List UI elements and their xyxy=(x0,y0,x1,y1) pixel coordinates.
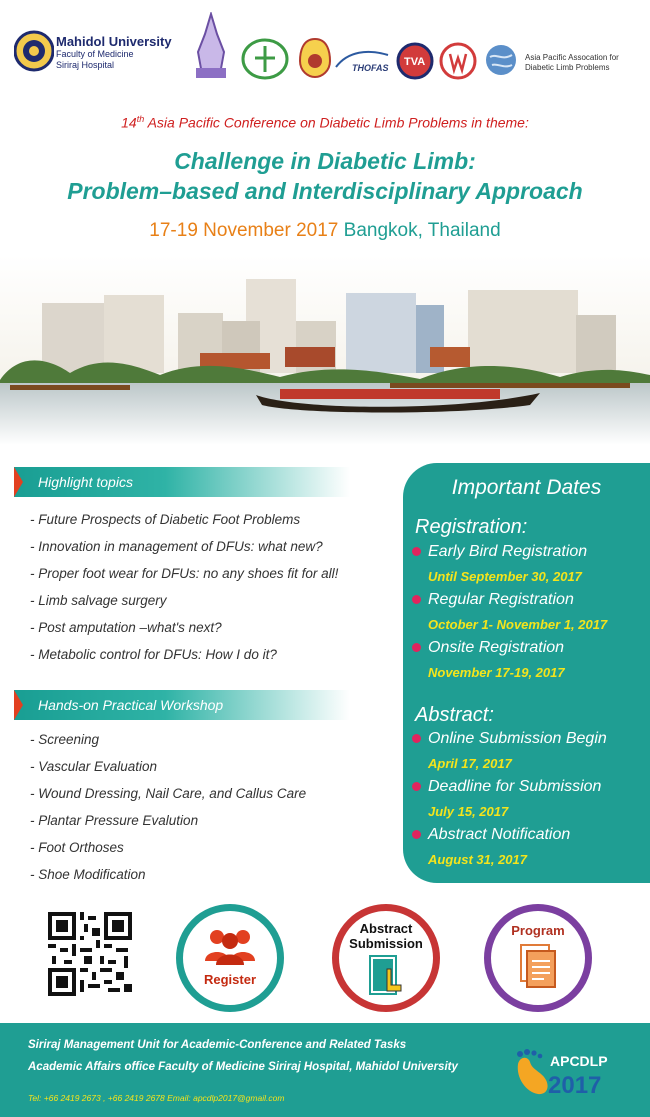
list-item: - Plantar Pressure Evalution xyxy=(30,813,199,828)
document-upload-icon xyxy=(369,955,405,997)
list-item: - Metabolic control for DFUs: How I do it? xyxy=(30,647,277,662)
footer-office: Academic Affairs office Faculty of Medicine Siriraj Hospital, Mahidol University xyxy=(28,1061,458,1073)
register-label: Register xyxy=(203,972,257,987)
thofas-logo-icon xyxy=(334,45,390,75)
yellow-seal-icon xyxy=(298,37,332,79)
abstract-label: Abstract xyxy=(359,921,413,936)
footer-contact: Tel: +66 2419 2673 , +66 2419 2678 Email: apcdlp2017@gmail.com xyxy=(28,1093,285,1103)
globe-logo-icon xyxy=(482,43,520,77)
abstract-heading: Abstract: xyxy=(415,704,494,726)
mahidol-text xyxy=(56,34,176,71)
highlight-topics-heading: Highlight topics xyxy=(14,467,350,497)
highlight-topics-list xyxy=(30,506,338,668)
date-item: Deadline for Submission xyxy=(412,778,601,796)
royal-emblem-icon xyxy=(190,12,232,82)
arrow-marker-icon xyxy=(14,467,23,497)
mahidol-seal-icon xyxy=(14,30,54,72)
program-label: Program xyxy=(511,923,565,938)
list-item: - Limb salvage surgery xyxy=(30,593,167,608)
list-item: - Screening xyxy=(30,732,100,747)
people-icon xyxy=(203,925,257,965)
bangkok-riverside-photo xyxy=(0,255,650,445)
svg-text:APCDLP: APCDLP xyxy=(550,1053,608,1069)
list-item: - Vascular Evaluation xyxy=(30,759,158,774)
association-name: Asia Pacific Assocation for Diabetic Limb Problems xyxy=(525,53,619,72)
list-item: - Proper foot wear for DFUs: no any shoes fit for all! xyxy=(30,566,339,581)
faculty-name: Faculty of Medicine xyxy=(56,49,134,59)
green-seal-icon xyxy=(240,38,290,80)
list-item: - Wound Dressing, Nail Care, and Callus Care xyxy=(30,786,307,801)
register-button[interactable] xyxy=(176,904,284,1012)
list-item: - Post amputation –what's next? xyxy=(30,620,222,635)
tva-logo-icon xyxy=(396,42,434,80)
logo-bar xyxy=(0,0,650,100)
list-item: - Foot Orthoses xyxy=(30,840,124,855)
university-name: Mahidol University xyxy=(56,34,172,49)
list-item: - Innovation in management of DFUs: what new? xyxy=(30,539,323,554)
registration-heading: Registration: xyxy=(415,516,528,538)
program-button[interactable] xyxy=(484,904,592,1012)
conference-line: 14th Asia Pacific Conference on Diabetic Limb Problems in theme: xyxy=(121,114,529,131)
svg-text:THOFAS: THOFAS xyxy=(352,63,389,73)
hospital-name: Siriraj Hospital xyxy=(56,60,115,70)
bullet-dot-icon xyxy=(412,782,421,791)
submission-label: Submission xyxy=(349,936,423,951)
workshop-heading: Hands-on Practical Workshop xyxy=(14,690,350,720)
title-line-1: Challenge in Diabetic Limb: xyxy=(174,148,476,174)
date-value: November 17-19, 2017 xyxy=(428,665,565,680)
conference-place: Bangkok, Thailand xyxy=(343,220,501,241)
svg-text:2017: 2017 xyxy=(548,1072,602,1098)
date-item: Regular Registration xyxy=(412,591,574,609)
conference-dates: 17-19 November 2017 xyxy=(149,220,339,241)
date-item: Early Bird Registration xyxy=(412,543,587,561)
list-item: - Future Prospects of Diabetic Foot Problems xyxy=(30,512,301,527)
bullet-dot-icon xyxy=(412,595,421,604)
bullet-dot-icon xyxy=(412,734,421,743)
svg-text:TVA: TVA xyxy=(404,56,426,68)
date-value: July 15, 2017 xyxy=(428,804,509,819)
conference-date xyxy=(0,220,650,242)
date-item: Abstract Notification xyxy=(412,826,570,844)
title-line-2: Problem–based and Interdisciplinary Approach xyxy=(67,178,583,204)
document-pages-icon xyxy=(517,943,561,989)
footer-unit: Siriraj Management Unit for Academic-Conference and Related Tasks xyxy=(28,1039,407,1051)
abstract-submission-button[interactable] xyxy=(332,904,440,1012)
date-value: October 1- November 1, 2017 xyxy=(428,617,608,632)
list-item: - Shoe Modification xyxy=(30,867,146,882)
date-value: April 17, 2017 xyxy=(428,756,512,771)
bullet-dot-icon xyxy=(412,547,421,556)
date-item: Online Submission Begin xyxy=(412,730,607,748)
workshop-list xyxy=(30,726,306,888)
date-item: Onsite Registration xyxy=(412,639,564,657)
date-value: Until September 30, 2017 xyxy=(428,569,582,584)
important-dates-title: Important Dates xyxy=(451,476,602,499)
date-value: August 31, 2017 xyxy=(428,852,527,867)
arrow-marker-icon xyxy=(14,690,23,720)
qr-code-icon[interactable] xyxy=(48,911,132,997)
bullet-dot-icon xyxy=(412,643,421,652)
bullet-dot-icon xyxy=(412,830,421,839)
red-seal-icon xyxy=(439,42,477,80)
apcdlp-logo-icon xyxy=(512,1048,632,1098)
